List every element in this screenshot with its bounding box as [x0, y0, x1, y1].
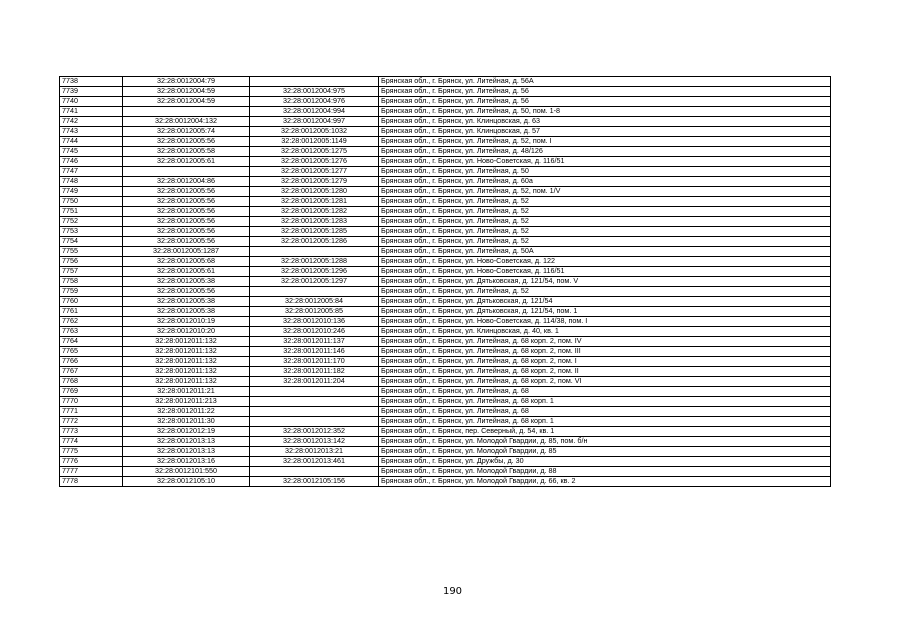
object-number-cell: 32:28:0012005:1280 — [250, 187, 379, 197]
row-number-cell: 7745 — [60, 147, 123, 157]
row-number-cell: 7766 — [60, 357, 123, 367]
table-row — [60, 107, 831, 117]
cadastral-number-cell: 32:28:0012005:56 — [123, 207, 250, 217]
row-number-cell: 7771 — [60, 407, 123, 417]
table-row — [60, 227, 831, 237]
cadastral-number-cell: 32:28:0012005:56 — [123, 187, 250, 197]
cadastral-number-cell: 32:28:0012004:132 — [123, 117, 250, 127]
address-cell: Брянская обл., г. Брянск, ул. Дятьковская, д. 121/54, пом. V — [379, 277, 831, 287]
object-number-cell: 32:28:0012005:1288 — [250, 257, 379, 267]
table-row — [60, 197, 831, 207]
table-row — [60, 387, 831, 397]
address-cell: Брянская обл., г. Брянск, ул. Литейная, д. 56 — [379, 97, 831, 107]
object-number-cell — [250, 287, 379, 297]
address-cell: Брянская обл., г. Брянск, ул. Литейная, д. 68 корп. 2, пом. II — [379, 367, 831, 377]
cadastral-number-cell: 32:28:0012011:30 — [123, 417, 250, 427]
object-number-cell: 32:28:0012005:1275 — [250, 147, 379, 157]
table-row — [60, 97, 831, 107]
address-cell: Брянская обл., г. Брянск, ул. Литейная, д. 52 — [379, 287, 831, 297]
object-number-cell: 32:28:0012011:182 — [250, 367, 379, 377]
cadastral-number-cell: 32:28:0012011:22 — [123, 407, 250, 417]
table-row — [60, 307, 831, 317]
address-cell: Брянская обл., г. Брянск, ул. Клинцовская, д. 63 — [379, 117, 831, 127]
table-row — [60, 477, 831, 487]
table-row — [60, 337, 831, 347]
object-number-cell: 32:28:0012013:21 — [250, 447, 379, 457]
table-row — [60, 157, 831, 167]
object-number-cell: 32:28:0012013:142 — [250, 437, 379, 447]
table-row — [60, 367, 831, 377]
object-number-cell: 32:28:0012013:461 — [250, 457, 379, 467]
cadastral-number-cell: 32:28:0012005:61 — [123, 157, 250, 167]
address-cell: Брянская обл., г. Брянск, ул. Литейная, д. 60а — [379, 177, 831, 187]
cadastral-number-cell — [123, 107, 250, 117]
cadastral-number-cell: 32:28:0012004:86 — [123, 177, 250, 187]
row-number-cell: 7739 — [60, 87, 123, 97]
cadastral-number-cell: 32:28:0012011:132 — [123, 337, 250, 347]
row-number-cell: 7746 — [60, 157, 123, 167]
row-number-cell: 7750 — [60, 197, 123, 207]
address-cell: Брянская обл., г. Брянск, пер. Северный, д. 54, кв. 1 — [379, 427, 831, 437]
row-number-cell: 7751 — [60, 207, 123, 217]
row-number-cell: 7759 — [60, 287, 123, 297]
address-cell: Брянская обл., г. Брянск, ул. Клинцовская, д. 57 — [379, 127, 831, 137]
row-number-cell: 7776 — [60, 457, 123, 467]
object-number-cell: 32:28:0012011:204 — [250, 377, 379, 387]
address-cell: Брянская обл., г. Брянск, ул. Литейная, д. 68 корп. 1 — [379, 417, 831, 427]
address-cell: Брянская обл., г. Брянск, ул. Дятьковская, д. 121/54 — [379, 297, 831, 307]
address-cell: Брянская обл., г. Брянск, ул. Литейная, д. 68 корп. 2, пом. IV — [379, 337, 831, 347]
row-number-cell: 7758 — [60, 277, 123, 287]
table-row — [60, 237, 831, 247]
object-number-cell — [250, 467, 379, 477]
cadastral-number-cell: 32:28:0012005:1287 — [123, 247, 250, 257]
table-row — [60, 117, 831, 127]
address-cell: Брянская обл., г. Брянск, ул. Литейная, д. 68 корп. 2, пом. VI — [379, 377, 831, 387]
object-number-cell: 32:28:0012004:997 — [250, 117, 379, 127]
cadastral-number-cell: 32:28:0012004:59 — [123, 97, 250, 107]
row-number-cell: 7765 — [60, 347, 123, 357]
address-cell: Брянская обл., г. Брянск, ул. Литейная, д. 68 корп. 2, пом. III — [379, 347, 831, 357]
address-cell: Брянская обл., г. Брянск, ул. Ново-Советская, д. 116/51 — [379, 157, 831, 167]
table-row — [60, 397, 831, 407]
object-number-cell: 32:28:0012005:85 — [250, 307, 379, 317]
row-number-cell: 7774 — [60, 437, 123, 447]
cadastral-number-cell: 32:28:0012004:59 — [123, 87, 250, 97]
address-cell: Брянская обл., г. Брянск, ул. Ново-Советская, д. 116/51 — [379, 267, 831, 277]
address-cell: Брянская обл., г. Брянск, ул. Литейная, д. 50, пом. 1-8 — [379, 107, 831, 117]
address-cell: Брянская обл., г. Брянск, ул. Литейная, д. 52, пом. I — [379, 137, 831, 147]
cadastral-number-cell: 32:28:0012005:61 — [123, 267, 250, 277]
cadastral-number-cell: 32:28:0012013:13 — [123, 437, 250, 447]
row-number-cell: 7741 — [60, 107, 123, 117]
object-number-cell — [250, 417, 379, 427]
address-cell: Брянская обл., г. Брянск, ул. Дружбы, д. 30 — [379, 457, 831, 467]
table-row — [60, 317, 831, 327]
address-cell: Брянская обл., г. Брянск, ул. Литейная, д. 68 — [379, 387, 831, 397]
row-number-cell: 7738 — [60, 77, 123, 87]
object-number-cell: 32:28:0012004:994 — [250, 107, 379, 117]
address-cell: Брянская обл., г. Брянск, ул. Литейная, д. 52 — [379, 217, 831, 227]
address-cell: Брянская обл., г. Брянск, ул. Молодой Гвардии, д. 85, пом. б/н — [379, 437, 831, 447]
registry-table-body — [60, 77, 831, 487]
cadastral-number-cell: 32:28:0012005:56 — [123, 137, 250, 147]
object-number-cell: 32:28:0012004:976 — [250, 97, 379, 107]
address-cell: Брянская обл., г. Брянск, ул. Молодой Гвардии, д. 66, кв. 2 — [379, 477, 831, 487]
row-number-cell: 7769 — [60, 387, 123, 397]
table-row — [60, 77, 831, 87]
object-number-cell: 32:28:0012005:1285 — [250, 227, 379, 237]
row-number-cell: 7740 — [60, 97, 123, 107]
table-row — [60, 407, 831, 417]
table-row — [60, 267, 831, 277]
cadastral-number-cell: 32:28:0012011:213 — [123, 397, 250, 407]
row-number-cell: 7760 — [60, 297, 123, 307]
table-row — [60, 167, 831, 177]
cadastral-number-cell: 32:28:0012101:550 — [123, 467, 250, 477]
table-row — [60, 247, 831, 257]
cadastral-number-cell: 32:28:0012005:56 — [123, 217, 250, 227]
table-row — [60, 177, 831, 187]
object-number-cell — [250, 247, 379, 257]
row-number-cell: 7755 — [60, 247, 123, 257]
address-cell: Брянская обл., г. Брянск, ул. Литейная, д. 68 корп. 2, пом. I — [379, 357, 831, 367]
cadastral-number-cell: 32:28:0012105:10 — [123, 477, 250, 487]
object-number-cell: 32:28:0012005:1282 — [250, 207, 379, 217]
object-number-cell: 32:28:0012004:975 — [250, 87, 379, 97]
table-row — [60, 187, 831, 197]
row-number-cell: 7753 — [60, 227, 123, 237]
address-cell: Брянская обл., г. Брянск, ул. Литейная, д. 68 корп. 1 — [379, 397, 831, 407]
table-row — [60, 377, 831, 387]
cadastral-number-cell: 32:28:0012011:132 — [123, 357, 250, 367]
cadastral-number-cell: 32:28:0012005:56 — [123, 287, 250, 297]
object-number-cell — [250, 387, 379, 397]
address-cell: Брянская обл., г. Брянск, ул. Литейная, д. 52 — [379, 227, 831, 237]
address-cell: Брянская обл., г. Брянск, ул. Клинцовская, д. 40, кв. 1 — [379, 327, 831, 337]
row-number-cell: 7768 — [60, 377, 123, 387]
cadastral-number-cell: 32:28:0012005:38 — [123, 277, 250, 287]
table-row — [60, 87, 831, 97]
row-number-cell: 7777 — [60, 467, 123, 477]
address-cell: Брянская обл., г. Брянск, ул. Литейная, д. 52 — [379, 207, 831, 217]
table-row — [60, 457, 831, 467]
object-number-cell: 32:28:0012010:246 — [250, 327, 379, 337]
row-number-cell: 7754 — [60, 237, 123, 247]
table-row — [60, 427, 831, 437]
object-number-cell: 32:28:0012005:1277 — [250, 167, 379, 177]
object-number-cell: 32:28:0012011:170 — [250, 357, 379, 367]
row-number-cell: 7778 — [60, 477, 123, 487]
cadastral-number-cell: 32:28:0012005:56 — [123, 227, 250, 237]
table-row — [60, 417, 831, 427]
object-number-cell: 32:28:0012005:1286 — [250, 237, 379, 247]
address-cell: Брянская обл., г. Брянск, ул. Литейная, д. 56 — [379, 87, 831, 97]
row-number-cell: 7764 — [60, 337, 123, 347]
address-cell: Брянская обл., г. Брянск, ул. Литейная, д. 52 — [379, 237, 831, 247]
cadastral-number-cell: 32:28:0012005:56 — [123, 237, 250, 247]
address-cell: Брянская обл., г. Брянск, ул. Литейная, д. 50 — [379, 167, 831, 177]
object-number-cell: 32:28:0012010:136 — [250, 317, 379, 327]
row-number-cell: 7773 — [60, 427, 123, 437]
row-number-cell: 7775 — [60, 447, 123, 457]
object-number-cell: 32:28:0012005:1279 — [250, 177, 379, 187]
page-number: 190 — [442, 586, 463, 597]
object-number-cell: 32:28:0012005:1149 — [250, 137, 379, 147]
object-number-cell: 32:28:0012005:84 — [250, 297, 379, 307]
address-cell: Брянская обл., г. Брянск, ул. Литейная, д. 52, пом. 1/V — [379, 187, 831, 197]
table-row — [60, 357, 831, 367]
row-number-cell: 7756 — [60, 257, 123, 267]
registry-table — [59, 76, 831, 487]
cadastral-number-cell: 32:28:0012010:20 — [123, 327, 250, 337]
row-number-cell: 7748 — [60, 177, 123, 187]
address-cell: Брянская обл., г. Брянск, ул. Литейная, д. 50А — [379, 247, 831, 257]
table-row — [60, 447, 831, 457]
row-number-cell: 7747 — [60, 167, 123, 177]
table-row — [60, 437, 831, 447]
table-row — [60, 327, 831, 337]
object-number-cell — [250, 77, 379, 87]
table-row — [60, 127, 831, 137]
address-cell: Брянская обл., г. Брянск, ул. Ново-Советская, д. 122 — [379, 257, 831, 267]
cadastral-number-cell: 32:28:0012005:38 — [123, 297, 250, 307]
table-row — [60, 137, 831, 147]
cadastral-number-cell: 32:28:0012010:19 — [123, 317, 250, 327]
address-cell: Брянская обл., г. Брянск, ул. Молодой Гвардии, д. 85 — [379, 447, 831, 457]
cadastral-number-cell: 32:28:0012005:68 — [123, 257, 250, 267]
address-cell: Брянская обл., г. Брянск, ул. Литейная, д. 48/126 — [379, 147, 831, 157]
object-number-cell — [250, 397, 379, 407]
row-number-cell: 7767 — [60, 367, 123, 377]
table-row — [60, 297, 831, 307]
row-number-cell: 7762 — [60, 317, 123, 327]
object-number-cell: 32:28:0012011:137 — [250, 337, 379, 347]
cadastral-number-cell: 32:28:0012011:132 — [123, 367, 250, 377]
row-number-cell: 7770 — [60, 397, 123, 407]
cadastral-number-cell: 32:28:0012011:21 — [123, 387, 250, 397]
cadastral-number-cell: 32:28:0012005:56 — [123, 197, 250, 207]
row-number-cell: 7742 — [60, 117, 123, 127]
table-row — [60, 257, 831, 267]
object-number-cell: 32:28:0012012:352 — [250, 427, 379, 437]
cadastral-number-cell: 32:28:0012005:58 — [123, 147, 250, 157]
row-number-cell: 7749 — [60, 187, 123, 197]
object-number-cell: 32:28:0012105:156 — [250, 477, 379, 487]
table-row — [60, 217, 831, 227]
row-number-cell: 7752 — [60, 217, 123, 227]
object-number-cell: 32:28:0012005:1283 — [250, 217, 379, 227]
object-number-cell: 32:28:0012011:146 — [250, 347, 379, 357]
object-number-cell: 32:28:0012005:1281 — [250, 197, 379, 207]
object-number-cell: 32:28:0012005:1032 — [250, 127, 379, 137]
row-number-cell: 7772 — [60, 417, 123, 427]
address-cell: Брянская обл., г. Брянск, ул. Литейная, д. 68 — [379, 407, 831, 417]
cadastral-number-cell: 32:28:0012013:16 — [123, 457, 250, 467]
cadastral-number-cell: 32:28:0012011:132 — [123, 377, 250, 387]
cadastral-number-cell: 32:28:0012005:74 — [123, 127, 250, 137]
object-number-cell: 32:28:0012005:1296 — [250, 267, 379, 277]
cadastral-number-cell: 32:28:0012012:19 — [123, 427, 250, 437]
object-number-cell: 32:28:0012005:1276 — [250, 157, 379, 167]
table-row — [60, 347, 831, 357]
row-number-cell: 7761 — [60, 307, 123, 317]
cadastral-number-cell: 32:28:0012013:13 — [123, 447, 250, 457]
cadastral-number-cell: 32:28:0012004:79 — [123, 77, 250, 87]
object-number-cell: 32:28:0012005:1297 — [250, 277, 379, 287]
address-cell: Брянская обл., г. Брянск, ул. Молодой Гвардии, д. 88 — [379, 467, 831, 477]
cadastral-number-cell — [123, 167, 250, 177]
object-number-cell — [250, 407, 379, 417]
row-number-cell: 7744 — [60, 137, 123, 147]
cadastral-number-cell: 32:28:0012011:132 — [123, 347, 250, 357]
table-row — [60, 147, 831, 157]
table-row — [60, 207, 831, 217]
cadastral-number-cell: 32:28:0012005:38 — [123, 307, 250, 317]
table-row — [60, 287, 831, 297]
table-row — [60, 467, 831, 477]
row-number-cell: 7763 — [60, 327, 123, 337]
address-cell: Брянская обл., г. Брянск, ул. Дятьковская, д. 121/54, пом. 1 — [379, 307, 831, 317]
row-number-cell: 7743 — [60, 127, 123, 137]
address-cell: Брянская обл., г. Брянск, ул. Литейная, д. 56А — [379, 77, 831, 87]
row-number-cell: 7757 — [60, 267, 123, 277]
table-row — [60, 277, 831, 287]
address-cell: Брянская обл., г. Брянск, ул. Ново-Советская, д. 114/38, пом. I — [379, 317, 831, 327]
address-cell: Брянская обл., г. Брянск, ул. Литейная, д. 52 — [379, 197, 831, 207]
